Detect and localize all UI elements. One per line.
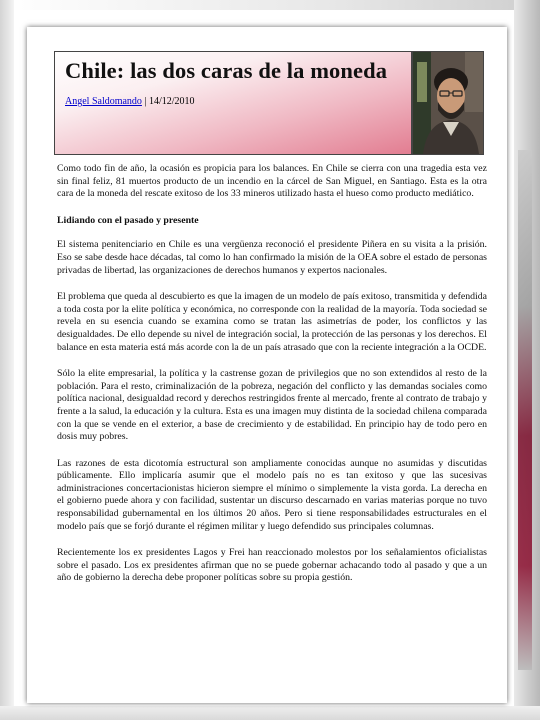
frame-left-border <box>0 0 14 720</box>
byline <box>65 96 195 107</box>
article-header <box>54 51 412 155</box>
paragraph-4: Las razones de esta dicotomía estructural son ampliamente conocidas aunque no asumidas y discutidas públicamente. Ello implicaría asumir que el modelo país no es tan exitoso y que las sucesivas administraciones concertacionistas hicieron siempre el mínimo o simplemente la vista gorda. La derecha en el gobierno puede ahora y con facilidad, sustentar un discurso descarnado en varias materias porque no tuvo responsabilidad gubernamental en los últimos 20 años. Pero si tiene responsabilidades estructurales en el modelo país que se forjó durante el régimen militar y luego defendido sus principales columnas. <box>57 457 487 532</box>
intro-paragraph: Como todo fin de año, la ocasión es propicia para los balances. En Chile se cierra con una tragedia esta vez sin final feliz, 81 muertos producto de un incendio en la cárcel de San Miguel, en Santiago. Esta es la otra cara de la moneda del rescate exitoso de los 33 mineros utilizado hasta el hueso como producto mediático. <box>57 163 487 200</box>
paragraph-2: El problema que queda al descubierto es que la imagen de un modelo de país exitoso, transmitida y defendida a toda costa por la elite política y económica, no corresponde con la realidad de la mayoría. Toda sociedad se revela en su esencia cuando se examina como se tratan las asimetrías de poder, los conflictos y las desigualdades. De ello depende su nivel de integración social, la protección de las personas y los derechos. El balance en esta materia está más acorde con la de un país atrasado que con la reciente integración a la OCDE. <box>57 291 487 353</box>
article-body <box>57 163 487 599</box>
section-heading: Lidiando con el pasado y presente <box>57 214 199 226</box>
article-date: | 14/12/2010 <box>141 96 195 107</box>
author-photo <box>412 51 484 155</box>
paragraph-3: Sólo la elite empresarial, la política y la castrense gozan de privilegios que no son extendidos al resto de la población. Para el resto, criminalización de la pobreza, negación del conflicto y las demandas sociales como política nacional, desigualdad record y derechos restringidos frente al mercado, frente al contrato de trabajo y frente a la salud, la educación y la cultura. Esta es una imagen muy distinta de la sociedad chilena comparada con la que se vende en el exterior, a base de crecimiento y de estabilidad. En principio hay de todo pero en dosis muy pobres. <box>57 368 487 443</box>
paragraph-1: El sistema penitenciario en Chile es una vergüenza reconoció el presidente Piñera en su visita a la prisión. Eso se sabe desde hace décadas, tal como lo han confirmado la misión de la OEA sobre el estado de personas privadas de libertad, las organizaciones de derechos humanos y expertos nacionales. <box>57 239 487 276</box>
frame-accent-band <box>518 150 532 670</box>
author-link[interactable]: Angel Saldomando <box>65 96 142 107</box>
frame-top-border <box>0 0 540 10</box>
frame-bottom-border <box>0 706 540 720</box>
author-portrait-image <box>413 52 483 154</box>
article-page <box>27 27 507 703</box>
article-title: Chile: las dos caras de la moneda <box>65 58 388 83</box>
paragraph-5: Recientemente los ex presidentes Lagos y Frei han reaccionado molestos por los señalamientos oficialistas sobre el pasado. Los ex presidentes afirman que no se puede gobernar achacando todo al pasado y que a un año de gobierno la derecha debe proponer políticas sobre su propia gestión. <box>57 547 487 584</box>
